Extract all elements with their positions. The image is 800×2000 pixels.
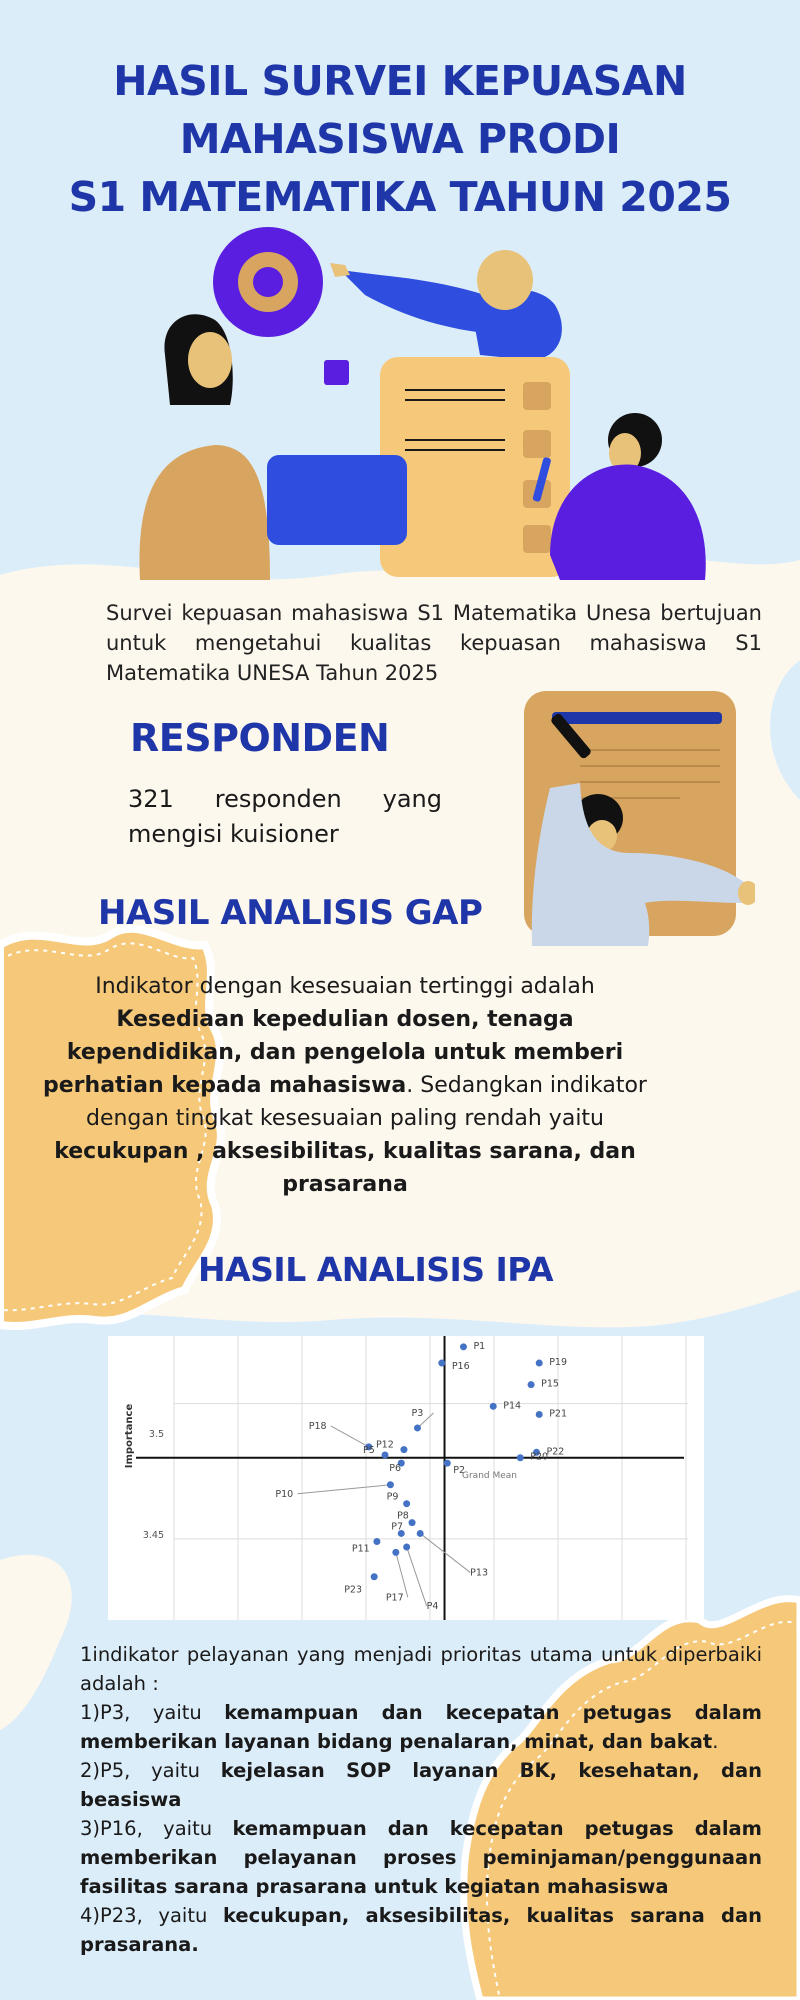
point-p20 bbox=[517, 1454, 524, 1461]
gap-middle-text: . Sedangkan indikator dengan tingkat kesesuaian paling rendah yaitu bbox=[85, 1073, 647, 1131]
point-label-p6: P6 bbox=[389, 1463, 402, 1475]
point-label-p20: P20 bbox=[530, 1451, 549, 1463]
point-p17 bbox=[392, 1549, 399, 1556]
priority-item-2-prefix: 2)P5, yaitu bbox=[80, 1759, 221, 1782]
point-p1 bbox=[460, 1343, 467, 1350]
point-p23 bbox=[371, 1573, 378, 1580]
priority-item-3-text: kemampuan dan kecepatan petugas dalam memberikan pelayanan proses peminjaman/penggunaan fasilitas sarana prasarana untuk kegiatan mahasiswa bbox=[80, 1817, 762, 1898]
point-label-p5: P5 bbox=[363, 1445, 375, 1457]
priority-item-4-prefix: 4)P23, yaitu bbox=[80, 1904, 223, 1927]
gap-paragraph bbox=[40, 970, 650, 1201]
priority-item-4-text: kecukupan, aksesibilitas, kualitas sarana dan prasarana. bbox=[80, 1904, 762, 1956]
y-tick-3.45: 3.45 bbox=[142, 1530, 164, 1541]
point-label-p16: P16 bbox=[451, 1361, 470, 1373]
point-p21 bbox=[536, 1411, 543, 1418]
point-label-p22: P22 bbox=[546, 1446, 565, 1458]
point-label-p17: P17 bbox=[385, 1592, 404, 1604]
priority-item-1-prefix: 1)P3, yaitu bbox=[80, 1701, 225, 1724]
priority-item-1-suffix: . bbox=[712, 1730, 719, 1753]
point-p14 bbox=[490, 1403, 497, 1410]
point-label-p15: P15 bbox=[541, 1378, 559, 1390]
title-line-2: MAHASISWA PRODI bbox=[179, 115, 621, 163]
point-p16 bbox=[438, 1360, 445, 1367]
point-label-p2: P2 bbox=[453, 1465, 466, 1477]
title-line-3: S1 MATEMATIKA TAHUN 2025 bbox=[68, 173, 732, 221]
hero-illustration bbox=[130, 225, 720, 585]
conclusion-intro: 1indikator pelayanan yang menjadi prioritas utama untuk diperbaiki adalah : bbox=[80, 1643, 762, 1695]
point-label-p19: P19 bbox=[549, 1357, 568, 1369]
point-p12 bbox=[400, 1446, 407, 1453]
page-title bbox=[0, 52, 800, 226]
point-p4 bbox=[403, 1543, 410, 1550]
title-line-1: HASIL SURVEI KEPUASAN bbox=[113, 57, 687, 105]
gap-lowest-indicator: kecukupan , aksesibilitas, kualitas sarana, dan prasarana bbox=[54, 1139, 636, 1197]
intro-paragraph: Survei kepuasan mahasiswa S1 Matematika Unesa bertujuan untuk mengetahui kualitas kepuasan mahasiswa S1 Matematika UNESA Tahun 2025 bbox=[106, 601, 762, 685]
grand-mean-label: Grand Mean bbox=[462, 1471, 517, 1481]
ipa-heading bbox=[198, 1250, 553, 1289]
y-axis-label: Importance bbox=[124, 1403, 135, 1469]
point-p15 bbox=[528, 1381, 535, 1388]
y-tick-3.5: 3.5 bbox=[148, 1429, 164, 1440]
ipa-scatter-plot bbox=[108, 1336, 704, 1620]
responden-text: 321 responden yang mengisi kuisioner bbox=[128, 785, 442, 848]
point-p10 bbox=[387, 1481, 394, 1488]
priority-item-4 bbox=[80, 1901, 762, 1959]
point-label-p11: P11 bbox=[351, 1543, 370, 1555]
leader-p10 bbox=[297, 1485, 390, 1494]
gap-highest-indicator: Kesediaan kepedulian dosen, tenaga kependidikan, dan pengelola untuk memberi perhatian kepada mahasiswa bbox=[43, 1007, 624, 1098]
priority-item-3-prefix: 3)P16, yaitu bbox=[80, 1817, 233, 1840]
point-label-p21: P21 bbox=[549, 1408, 568, 1420]
gap-intro-text: Indikator dengan kesesuaian tertinggi adalah bbox=[95, 974, 595, 999]
ipa-heading-text: HASIL ANALISIS IPA bbox=[198, 1250, 553, 1289]
point-label-p10: P10 bbox=[275, 1488, 294, 1500]
chart-axes bbox=[136, 1336, 684, 1620]
leader-p18 bbox=[331, 1426, 369, 1447]
point-label-p7: P7 bbox=[391, 1521, 404, 1533]
point-label-p9: P9 bbox=[386, 1491, 399, 1503]
point-p3 bbox=[414, 1424, 421, 1431]
priority-item-2 bbox=[80, 1756, 762, 1814]
point-label-p23: P23 bbox=[344, 1584, 363, 1596]
point-p13 bbox=[417, 1530, 424, 1537]
point-p8 bbox=[409, 1519, 416, 1526]
point-p19 bbox=[536, 1360, 543, 1367]
point-label-p13: P13 bbox=[470, 1567, 489, 1579]
clipboard-illustration bbox=[520, 688, 755, 946]
point-label-p1: P1 bbox=[473, 1340, 486, 1352]
priority-item-1 bbox=[80, 1698, 762, 1756]
ipa-chart bbox=[108, 1336, 704, 1620]
priority-item-3 bbox=[80, 1814, 762, 1901]
priority-item-2-text: kejelasan SOP layanan BK, kesehatan, dan beasiswa bbox=[80, 1759, 762, 1811]
point-p11 bbox=[373, 1538, 380, 1545]
priority-item-1-text: kemampuan dan kecepatan petugas dalam memberikan layanan bidang penalaran, minat, dan bakat bbox=[80, 1701, 763, 1753]
chart-points bbox=[275, 1341, 567, 1612]
point-label-p3: P3 bbox=[411, 1407, 424, 1419]
point-label-p4: P4 bbox=[426, 1600, 439, 1612]
point-label-p12: P12 bbox=[375, 1439, 394, 1451]
point-label-p8: P8 bbox=[397, 1510, 409, 1522]
leader-p4 bbox=[407, 1547, 427, 1606]
conclusion-section bbox=[80, 1640, 762, 1959]
point-label-p18: P18 bbox=[308, 1420, 327, 1432]
point-p2 bbox=[444, 1460, 451, 1467]
point-label-p14: P14 bbox=[503, 1400, 522, 1412]
responden-heading: RESPONDEN bbox=[130, 716, 390, 760]
gap-heading: HASIL ANALISIS GAP bbox=[98, 893, 483, 933]
point-p9 bbox=[403, 1500, 410, 1507]
chart-grid bbox=[174, 1336, 688, 1620]
point-p5 bbox=[382, 1452, 389, 1459]
leader-p17 bbox=[396, 1552, 408, 1597]
